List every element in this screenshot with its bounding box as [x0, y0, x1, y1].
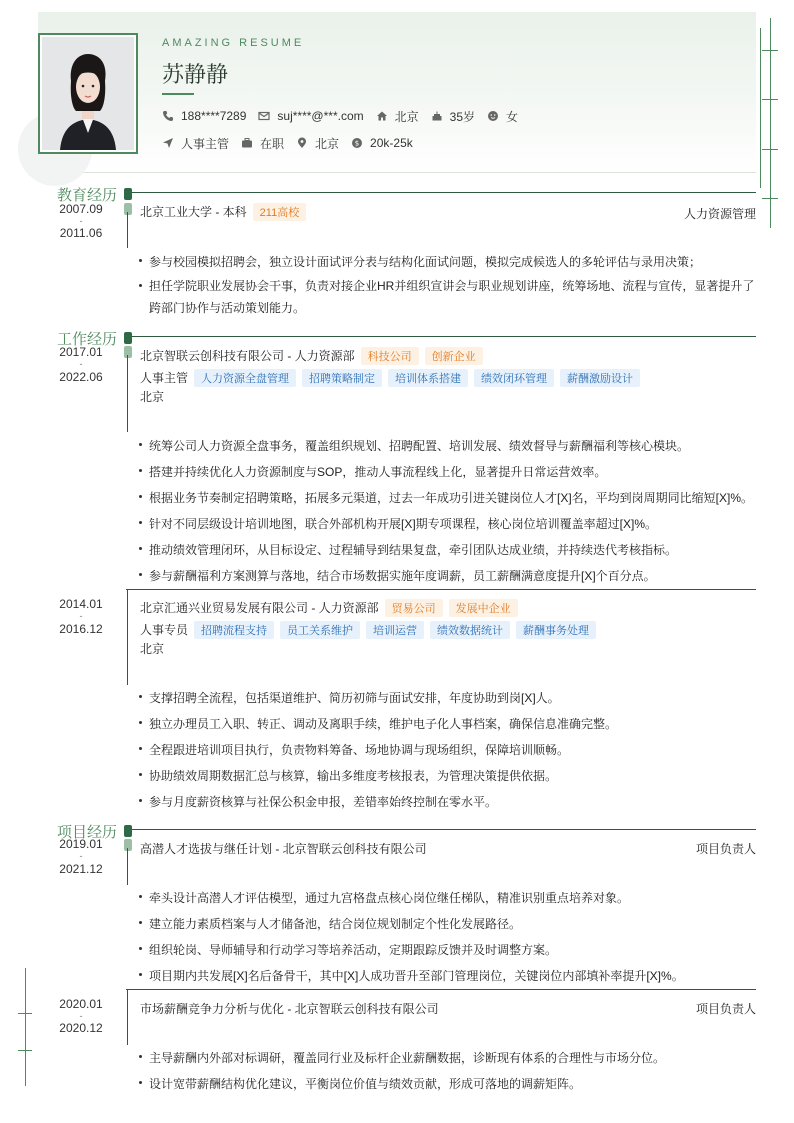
email-address: suj****@***.com	[277, 109, 364, 123]
skill-tag: 薪酬事务处理	[516, 621, 596, 639]
right-decoration-tick	[762, 99, 778, 100]
target-city: 北京	[315, 136, 340, 151]
company-row	[140, 347, 483, 365]
skill-tag: 培训运营	[366, 621, 424, 639]
employment-status: 在职	[260, 136, 285, 151]
right-decoration-tick	[762, 50, 778, 51]
gender-icon	[487, 110, 499, 122]
job-title: 人事专员	[140, 623, 189, 637]
name-underline	[162, 93, 194, 95]
company-tag: 贸易公司	[385, 599, 443, 617]
school-name: 北京工业大学 - 本科	[140, 205, 247, 219]
list-item: 根据业务节奏制定招聘策略，拓展多元渠道，过去一年成功引进关键岗位人才[X]名，平均到岗周期同比缩短[X]%。	[138, 489, 753, 506]
date-start: 2014.01	[59, 597, 103, 611]
skill-tag: 招聘流程支持	[194, 621, 274, 639]
list-item: 推动绩效管理闭环，从目标设定、过程辅导到结果复盘，牵引团队达成业绩，并持续迭代考核指标。	[138, 541, 677, 558]
phone-number: 188****7289	[181, 109, 247, 123]
left-decoration-tick	[18, 1013, 32, 1014]
header-divider	[38, 172, 756, 173]
skill-tag: 人力资源全盘管理	[194, 369, 296, 387]
company-tag: 创新企业	[425, 347, 483, 365]
phone-icon	[162, 110, 174, 122]
timeline-node	[124, 346, 132, 358]
list-item: 支撑招聘全流程，包括渠道维护、简历初筛与面试安排，年度协助到岗[X]人。	[138, 689, 560, 706]
list-item: 组织轮岗、导师辅导和行动学习等培养活动，定期跟踪反馈并及时调整方案。	[138, 941, 557, 958]
section-line	[126, 336, 756, 337]
date-start: 2017.01	[59, 345, 103, 359]
company-tag: 科技公司	[361, 347, 419, 365]
date-start: 2007.09	[59, 202, 103, 216]
timeline-node	[124, 203, 132, 215]
avatar	[42, 37, 134, 150]
section-title-work: 工作经历	[57, 330, 118, 348]
date-end: 2016.12	[59, 622, 103, 636]
list-item: 搭建并持续优化人力资源制度与SOP，推动人事流程线上化，显著提升日常运营效率。	[138, 463, 606, 480]
date-end: 2021.12	[59, 862, 103, 876]
location-pin-icon	[296, 137, 308, 149]
right-decoration-tick	[762, 198, 778, 199]
school-tag: 211高校	[253, 203, 307, 221]
company-tag: 发展中企业	[449, 599, 518, 617]
timeline-line	[127, 355, 128, 432]
cake-icon	[431, 110, 443, 122]
list-item: 独立办理员工入职、转正、调动及离职手续，维护电子化人事档案，确保信息准确完整。	[138, 715, 617, 732]
list-item: 全程跟进培训项目执行，负责物料筹备、场地协调与现场组织，保障培训顺畅。	[138, 741, 569, 758]
list-item: 主导薪酬内外部对标调研，覆盖同行业及标杆企业薪酬数据，诊断现有体系的合理性与市场分位。	[138, 1049, 665, 1066]
left-decoration-line	[25, 968, 26, 1086]
timeline-node	[124, 839, 132, 851]
project-name: 高潜人才选拔与继任计划 - 北京智联云创科技有限公司	[140, 842, 427, 856]
home-city: 北京	[394, 109, 419, 124]
right-decoration-line	[760, 28, 761, 188]
skill-tag: 员工关系维护	[280, 621, 360, 639]
list-item: 协助绩效周期数据汇总与核算，输出多维度考核报表，为管理决策提供依据。	[138, 767, 557, 784]
svg-text:$: $	[354, 139, 360, 148]
role-row	[140, 369, 640, 387]
list-item: 参与月度薪资核算与社保公积金申报，差错率始终控制在零水平。	[138, 793, 497, 810]
date-start: 2020.01	[59, 997, 103, 1011]
salary-icon	[351, 137, 363, 149]
project-role: 项目负责人	[695, 1002, 756, 1016]
home-icon	[376, 110, 388, 122]
job-info-row	[162, 135, 425, 151]
major: 人力资源管理	[683, 207, 756, 221]
section-title-education: 教育经历	[57, 186, 118, 204]
skill-tag: 培训体系搭建	[388, 369, 468, 387]
section-line	[126, 192, 756, 193]
list-item: 设计宽带薪酬结构优化建议，平衡岗位价值与绩效贡献，形成可落地的调薪矩阵。	[138, 1075, 581, 1092]
list-item: 参与薪酬福利方案测算与落地，结合市场数据实施年度调薪，员工薪酬满意度提升[X]个百分点。	[138, 567, 656, 584]
candidate-name: 苏静静	[162, 63, 229, 88]
list-item: 针对不同层级设计培训地图，联合外部机构开展[X]期专项课程，核心岗位培训覆盖率超过[X]%。	[138, 515, 657, 532]
section-node	[124, 825, 132, 837]
list-item: 担任学院职业发展协会干事，负责对接企业HR并组织宣讲会与职业规划讲座，统筹场地、流程与宣传，显著提升了跨部门协作与活动策划能力。	[138, 275, 756, 319]
job-title: 人事主管	[140, 371, 189, 385]
section-title-projects: 项目经历	[57, 823, 118, 841]
timeline-line	[127, 848, 128, 885]
date-start: 2019.01	[59, 837, 103, 851]
right-decoration-tick	[762, 149, 778, 150]
section-node	[124, 188, 132, 200]
skill-tag: 招聘策略制定	[302, 369, 382, 387]
date-end: 2020.12	[59, 1021, 103, 1035]
send-icon	[162, 137, 174, 149]
skill-tag: 薪酬激励设计	[560, 369, 640, 387]
list-item: 项目期内共发展[X]名后备骨干，其中[X]人成功晋升至部门管理岗位，关键岗位内部填补率提升[X]%。	[138, 967, 684, 984]
resume-tagline: AMAZING RESUME	[162, 37, 305, 49]
role-row	[140, 621, 596, 639]
date-separator: -	[79, 1011, 83, 1021]
date-end: 2011.06	[59, 226, 103, 240]
skill-tag: 绩效数据统计	[430, 621, 510, 639]
work-city: 北京	[140, 390, 165, 404]
company-row	[140, 599, 518, 617]
list-item: 牵头设计高潜人才评估模型，通过九宫格盘点核心岗位继任梯队，精准识别重点培养对象。	[138, 889, 629, 906]
date-end: 2022.06	[59, 370, 103, 384]
list-item: 建立能力素质档案与人才储备池，结合岗位规划制定个性化发展路径。	[138, 915, 521, 932]
date-separator: -	[79, 216, 83, 226]
date-separator: -	[79, 851, 83, 861]
company-name: 北京汇通兴业贸易发展有限公司 - 人力资源部	[140, 601, 379, 615]
gender: 女	[506, 109, 519, 124]
age: 35岁	[449, 109, 475, 124]
school-row	[140, 203, 306, 221]
expected-salary: 20k-25k	[370, 136, 413, 150]
target-position: 人事主管	[181, 136, 230, 151]
section-line	[126, 829, 756, 830]
timeline-line	[127, 212, 128, 248]
left-decoration-tick	[18, 1050, 32, 1051]
skill-tag: 绩效闭环管理	[474, 369, 554, 387]
briefcase-icon	[241, 137, 253, 149]
timeline-line	[127, 989, 128, 1045]
mail-icon	[258, 110, 270, 122]
contact-info-row	[162, 108, 530, 124]
project-role: 项目负责人	[695, 842, 756, 856]
date-separator: -	[79, 611, 83, 621]
company-name: 北京智联云创科技有限公司 - 人力资源部	[140, 349, 355, 363]
work-city: 北京	[140, 642, 165, 656]
list-item: 参与校园模拟招聘会，独立设计面试评分表与结构化面试问题，模拟完成候选人的多轮评估与录用决策；	[138, 253, 701, 270]
item-line	[126, 589, 756, 590]
item-line	[126, 989, 756, 990]
section-node	[124, 332, 132, 344]
date-separator: -	[79, 359, 83, 369]
project-name: 市场薪酬竞争力分析与优化 - 北京智联云创科技有限公司	[140, 1002, 439, 1016]
list-item: 统筹公司人力资源全盘事务，覆盖组织规划、招聘配置、培训发展、绩效督导与薪酬福利等核心模块。	[138, 437, 689, 454]
timeline-line	[127, 589, 128, 685]
